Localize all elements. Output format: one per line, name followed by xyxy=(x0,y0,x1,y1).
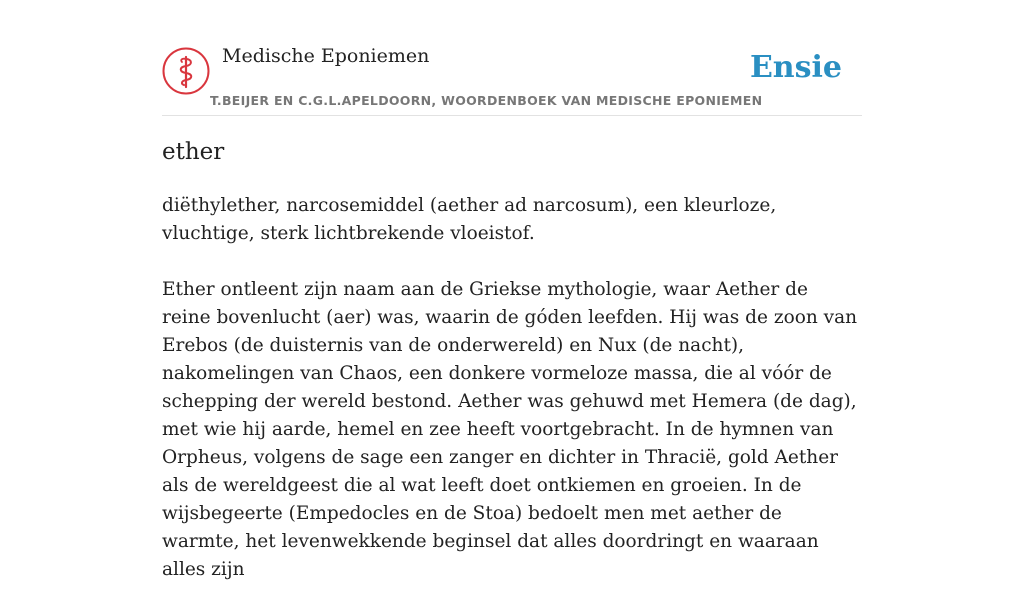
brand-logo[interactable]: Ensie xyxy=(749,50,842,85)
caduceus-icon xyxy=(162,47,210,95)
entry-headword: ether xyxy=(162,139,225,165)
entry-etymology: Ether ontleent zijn naam aan de Griekse mythologie, waar Aether de reine bovenlucht (aer) was, waarin de góden leefden. Hij was de zoon van Erebos (de duisternis van de onderwereld) en Nux (de nacht), nakomelingen van Chaos, een donkere vormeloze massa, die al vóór de schepping der wereld bestond. Aether was gehuwd met Hemera (de dag), met wie hij aarde, hemel en zee heeft voortgebracht. In de hymnen van Orpheus, volgens de sage een zanger en dichter in Thracië, gold Aether als de wereldgeest die al wat leeft doet ontkiemen en groeien. In de wijsbegeerte (Empedocles en de Stoa) bedoelt men met aether de warmte, het levenwekkende beginsel dat alles doordringt en waaraan alles zijn xyxy=(162,279,858,580)
entry-content xyxy=(162,192,862,612)
source-author[interactable]: T.BEIJER EN C.G.L.APELDOORN, WOORDENBOEK VAN MEDISCHE EPONIEMEN xyxy=(210,93,763,108)
source-title[interactable]: Medische Eponiemen xyxy=(222,45,430,67)
header-divider xyxy=(162,115,862,116)
entry-definition: diëthylether, narcosemiddel (aether ad narcosum), een kleurloze, vluchtige, sterk lichtbrekende vloeistof. xyxy=(162,195,777,244)
